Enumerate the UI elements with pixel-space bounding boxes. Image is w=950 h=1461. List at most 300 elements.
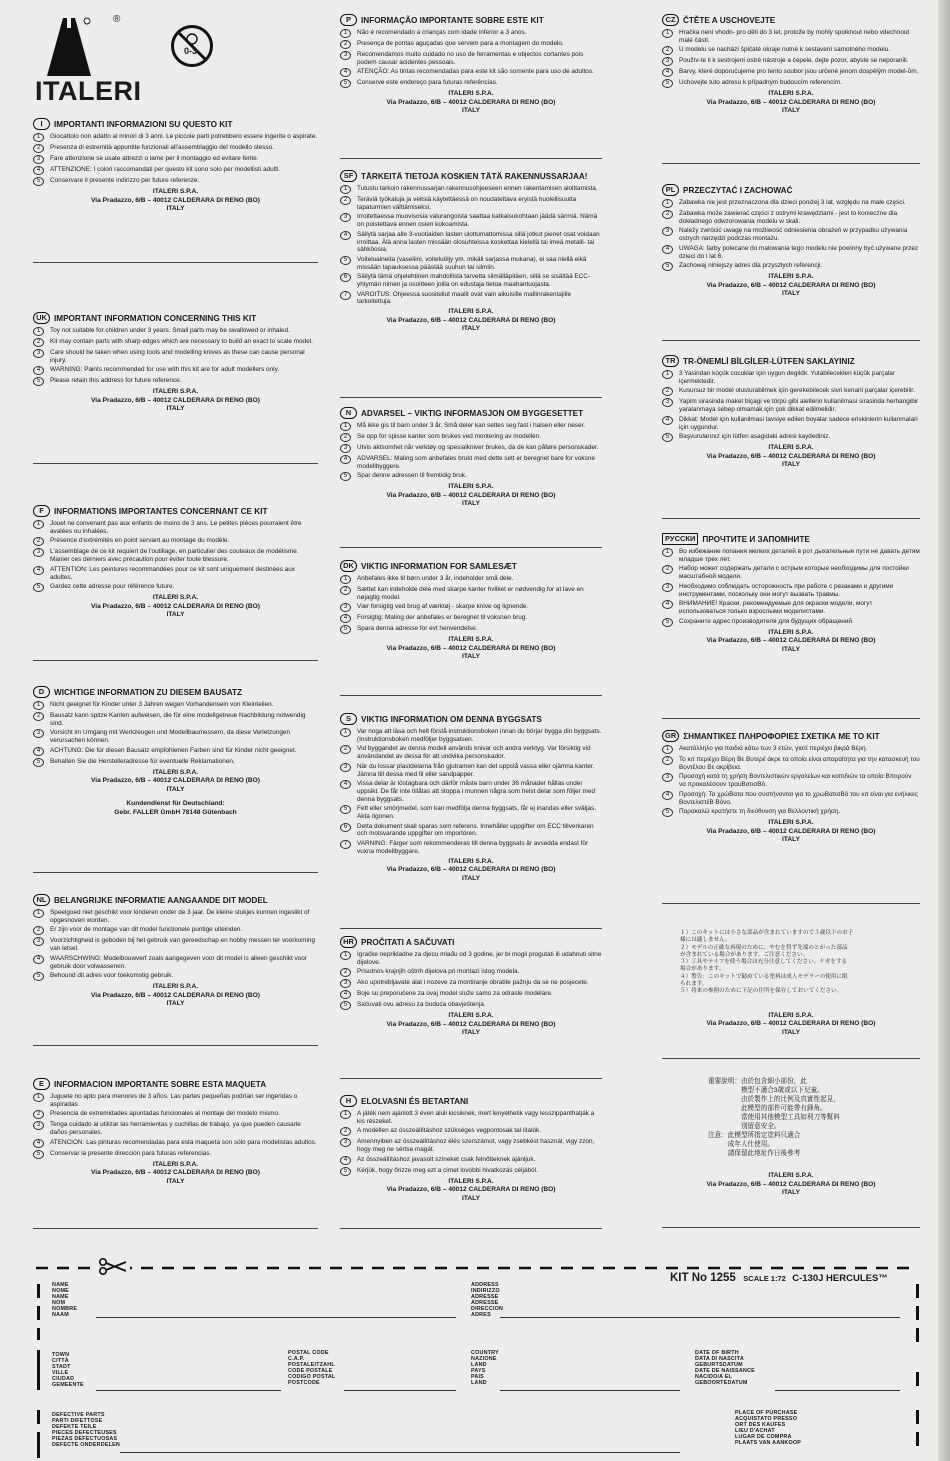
field-label: NAME xyxy=(52,1282,69,1288)
address-line: ITALY xyxy=(782,645,800,653)
field-label: GEBOORTEDATUM xyxy=(695,1380,748,1387)
list-item xyxy=(662,262,920,271)
item-text: Irroitettaessa muovisosia valurangoista saattaa katkaisukohtaan jäädä särmiä. Nämä on poistettava ennen osien kokoamista. xyxy=(357,213,598,229)
list-item xyxy=(340,1156,602,1165)
address-line: Via Pradazzo, 6/B – 40012 CALDERARA DI RENO (BO) xyxy=(91,396,260,404)
address-line: ITALERI S.P.A. xyxy=(152,768,199,776)
item-number: 4 xyxy=(662,600,673,609)
item-number: 2 xyxy=(33,926,44,935)
list-item xyxy=(340,745,602,760)
language-badge: GR xyxy=(662,730,679,742)
list-item xyxy=(33,133,318,142)
text-line: ５）将来の参照のために下記の住所を保存しておいてください。 xyxy=(680,988,843,995)
address-line: ITALERI S.P.A. xyxy=(152,594,199,602)
brand-logo xyxy=(33,14,143,104)
list-item xyxy=(340,1110,602,1125)
item-text: Juguete no apto para menores de 3 años. Las partes pequeñas podrían ser ingeridas o aspiradas. xyxy=(50,1093,298,1108)
company-address xyxy=(33,188,318,214)
coupon-edge-mark xyxy=(37,1432,40,1458)
address-line: Via Pradazzo, 6/B – 40012 CALDERARA DI RENO (BO) xyxy=(706,452,876,460)
info-section-p xyxy=(340,14,602,116)
item-number: 3 xyxy=(33,155,44,164)
field-label: GEBURTSDATUM xyxy=(695,1362,743,1369)
section-header xyxy=(340,560,602,572)
item-number: 1 xyxy=(340,185,351,194)
item-number: 1 xyxy=(33,520,44,529)
info-section-русски xyxy=(662,533,920,654)
item-text: ATTENZIONE: I colori raccomandati per questo kit sono solo per modellisti adulti. xyxy=(50,166,281,173)
list-item xyxy=(340,614,602,623)
company-address xyxy=(340,858,602,884)
list-item xyxy=(340,968,602,977)
list-item xyxy=(340,444,602,453)
list-item xyxy=(33,366,318,375)
language-badge: N xyxy=(340,407,357,419)
list-item xyxy=(33,144,318,153)
item-text: Το κιτ περιέχει Βέρη Βε Βυτερέ άκρε τα οποία είναι απαραίτητα για την κατασκευή του Βοντέλου Βε ακρίβεια. xyxy=(679,756,920,771)
address-line: ITALERI S.P.A. xyxy=(768,273,814,281)
item-text: L'assemblage de ce kit requiert de l'outillage, en particulier des couteaux de modélisme. Manier ces derniers avec précaution pour éviter toute blessure. xyxy=(50,548,299,564)
item-text: Giocattolo non adatto ai minori di 3 anni. Le piccole parti potrebbero essere ingerite o aspirate. xyxy=(50,133,318,140)
list-item xyxy=(662,416,920,431)
address-line: Via Pradazzo, 6/B – 40012 CALDERARA DI RENO (BO) xyxy=(706,827,876,835)
section-title: ADVARSEL – VIKTIG INFORMASJON OM BYGGESETTET xyxy=(361,408,584,418)
item-text: Uchovejte tuto adresu k případným budoucím referencím. xyxy=(679,79,843,87)
language-badge: P xyxy=(340,14,357,26)
address-line: ITALERI S.P.A. xyxy=(448,1012,494,1020)
field-label: INDIRIZZO xyxy=(471,1288,500,1295)
item-number: 1 xyxy=(340,1110,351,1119)
text-line: 別留意安全。 xyxy=(708,1123,781,1130)
list-item xyxy=(662,210,920,225)
field-label: COUNTRY xyxy=(471,1350,499,1356)
address-line: ITALERI S.P.A. xyxy=(448,308,494,316)
item-text: Anbefales ikke til børn under 3 år, indeholder små dele. xyxy=(357,575,514,582)
age-warning-label: 0-3 xyxy=(184,46,198,56)
coupon-edge-mark xyxy=(916,1432,919,1446)
address-line: ITALERI S.P.A. xyxy=(768,628,814,636)
list-item xyxy=(33,712,318,727)
section-divider xyxy=(340,547,602,548)
list-item xyxy=(662,808,920,817)
list-item xyxy=(340,273,602,288)
section-header xyxy=(662,355,920,367)
item-text: Er zijn voor de montage van dit model functionele puntige uiteinden. xyxy=(50,926,243,934)
list-item xyxy=(662,370,920,385)
kit-model: C-130J HERCULES™ xyxy=(792,1273,888,1284)
postal-code-field[interactable] xyxy=(344,1390,456,1391)
section-divider xyxy=(662,518,920,519)
item-number: 3 xyxy=(33,729,44,738)
chinese-notice xyxy=(662,1077,920,1198)
item-text: Vid byggandet av denna modell används knivar och andra verktyg. Var försiktig vid användandet av dessa för att undvika personskador. xyxy=(357,745,591,761)
item-number: 5 xyxy=(662,618,673,627)
company-address xyxy=(340,308,602,334)
list-item xyxy=(33,1110,318,1119)
field-label: NOMBRE xyxy=(52,1306,78,1313)
language-badge: NL xyxy=(33,894,50,906)
item-text: Spara denna adresse for evt henvendelse. xyxy=(357,625,478,633)
item-text: Zabawka może zawierać części z ostrymi krawędziami - jest to konieczne dla dokładnego odwzorowania modelu w skali. xyxy=(679,210,898,225)
text-line: 由於製作上的比例及真實性起見， xyxy=(708,1096,840,1103)
item-number: 2 xyxy=(662,46,673,55)
item-number: 4 xyxy=(662,791,673,800)
language-badge: DK xyxy=(340,560,357,572)
japanese-notice xyxy=(662,930,920,1037)
field-label: PIEZAS DEFECTUOSAS xyxy=(52,1436,118,1443)
list-item xyxy=(340,763,602,778)
item-text: Bausatz kann spitze Kanten aufweisen, die für eine modellgetreue Nachbildung notwendig sind. xyxy=(50,712,306,727)
item-text: Yapim sirasinda maket biçagi ve törpü gibi aletlerin kullanilmasi sirasinda herhangibir yaralanmaya sebep olmamak için çok dikkat edilmelidir. xyxy=(679,398,919,414)
company-address xyxy=(340,483,602,509)
item-list xyxy=(33,701,318,767)
item-number: 5 xyxy=(33,972,44,981)
item-text: Gardez cette adresse pour référence future. xyxy=(50,583,175,591)
list-item xyxy=(340,40,602,49)
list-item xyxy=(662,433,920,442)
item-text: WARNING: Paints recommended for use with this kit are for adult modellers only. xyxy=(50,366,280,374)
field-label: PAYS xyxy=(471,1368,486,1375)
item-text: Zachowaj niniejszy adres dla przyszłych referencji. xyxy=(679,262,823,270)
text-line: 模型不適合3歲或以下兒童。 xyxy=(708,1087,824,1094)
item-text: Care should be taken when using tools and modelling knives as these can cause personal injury. xyxy=(50,349,305,364)
address-line: ITALY xyxy=(166,611,185,619)
section-header xyxy=(33,118,318,130)
company-address xyxy=(33,388,318,414)
item-number: 3 xyxy=(662,227,673,236)
info-section-i xyxy=(33,118,318,214)
item-number: 1 xyxy=(340,422,351,431)
item-text: Sačuvati ovu adresu za buduća obavještenja. xyxy=(357,1001,486,1009)
text-line: られます。 xyxy=(680,981,708,988)
section-header xyxy=(662,533,920,545)
field-label: GEMEENTE xyxy=(52,1382,84,1389)
section-title: WICHTIGE INFORMATION ZU DIESEM BAUSATZ xyxy=(54,687,242,697)
list-item xyxy=(340,603,602,612)
company-address xyxy=(662,273,920,299)
field-label: DATE DE NAISSANCE xyxy=(695,1368,755,1375)
purchase-place-labels xyxy=(735,1410,801,1447)
item-number: 5 xyxy=(662,433,673,442)
item-number: 1 xyxy=(33,1093,44,1102)
item-number: 5 xyxy=(662,79,673,88)
list-item xyxy=(340,805,602,820)
company-address xyxy=(662,444,920,470)
item-text: Forsigtig: Maling der anbefales er beregnet til voksnen brug. xyxy=(357,614,528,622)
address-line: ITALY xyxy=(782,836,800,844)
language-badge: D xyxy=(33,686,50,698)
section-title: ELOLVASNI ÉS BETARTANI xyxy=(361,1096,469,1106)
list-item xyxy=(662,565,920,580)
list-item xyxy=(340,1001,602,1010)
item-number: 1 xyxy=(340,951,351,960)
item-number: 3 xyxy=(662,57,673,66)
section-header xyxy=(340,936,602,948)
item-text: Behound dit adres voor toekomstig gebruik. xyxy=(50,972,174,980)
address-field[interactable] xyxy=(500,1317,900,1318)
language-badge: I xyxy=(33,118,50,130)
item-number: 2 xyxy=(340,40,351,49)
section-title: TR-ÖNEMLİ BİLGİLER-LÜTFEN SAKLAYINIZ xyxy=(683,356,855,366)
item-text: Použív-te li k sestrojení ostré nástroje a čepele, dejte pozor, abyste se neporanili. xyxy=(679,57,909,65)
coupon-edge-mark xyxy=(916,1328,919,1342)
item-text: Ακατάλληλο για παιδιά κάτω των 3 ετών, γιατί περιέχει βικρά Βέρη. xyxy=(679,745,868,752)
item-text: Se opp for spisse kanter som brukes ved montering av modellen. xyxy=(357,433,542,440)
list-item xyxy=(33,177,318,186)
list-item xyxy=(340,291,602,306)
company-address xyxy=(33,983,318,1009)
field-label: POSTAL CODE xyxy=(288,1350,329,1356)
item-list xyxy=(662,29,920,88)
company-address xyxy=(33,594,318,620)
item-text: Jouet ne convenant pas aux enfants de moins de 3 ans. Le petites pièces pourraient être avalées ou inhalées. xyxy=(50,520,302,535)
company-address xyxy=(340,636,602,662)
item-text: Vissa delar är löstagbara och därför måste barn under 36 månader hållas under uppsikt. De får inte tillåtas att stoppa i munnen några som helst delar som följer med denna byggsats. xyxy=(357,780,595,803)
company-address xyxy=(662,1012,920,1038)
section-divider xyxy=(662,1227,920,1228)
language-badge: HR xyxy=(340,936,357,948)
item-number: 4 xyxy=(33,566,44,575)
coupon-edge-mark xyxy=(916,1306,919,1320)
company-address xyxy=(340,90,602,116)
list-item xyxy=(340,422,602,431)
list-item xyxy=(340,51,602,66)
address-line: ITALERI S.P.A. xyxy=(152,1160,199,1168)
info-section-tr xyxy=(662,355,920,470)
item-number: 4 xyxy=(340,68,351,77)
item-list xyxy=(662,745,920,817)
address-line: Via Pradazzo, 6/B – 40012 CALDERARA DI RENO (BO) xyxy=(386,1186,556,1194)
info-section-d xyxy=(33,686,318,817)
list-item xyxy=(33,972,318,981)
section-header xyxy=(662,14,920,26)
list-item xyxy=(662,227,920,242)
list-item xyxy=(662,773,920,788)
section-header xyxy=(340,14,602,26)
text-line: 注意：此模型所指定塗料只適合 xyxy=(708,1132,801,1139)
section-header xyxy=(33,505,318,517)
field-label: PLAATS VAN AANKOOP xyxy=(735,1440,802,1447)
language-badge: РУССКИ xyxy=(662,533,698,545)
address-line: ITALERI S.P.A. xyxy=(152,983,199,991)
field-label: LAND xyxy=(471,1380,487,1387)
item-text: Presencia de extremidades apuntadas funcionales al montaje del modelo mismo. xyxy=(50,1110,280,1118)
address-line: Via Pradazzo, 6/B – 40012 CALDERARA DI RENO (BO) xyxy=(386,316,556,324)
item-text: Var noga att läsa och helt förstå instruktionsboken innan du börjar bygga din byggsats. (Instruktionsboken medföljer byggsatsen. xyxy=(357,728,602,743)
item-text: ATENÇÃO: As tintas recomendadas para este kit são somente para uso de adultos. xyxy=(357,68,594,76)
registration-coupon xyxy=(0,1262,950,1461)
item-number: 1 xyxy=(340,29,351,38)
item-number: 4 xyxy=(33,366,44,375)
company-address xyxy=(340,1178,602,1204)
item-number: 5 xyxy=(33,177,44,186)
list-item xyxy=(662,548,920,563)
item-number: 1 xyxy=(662,370,673,379)
item-text: Во избежание попания мелких деталей в рот дыхательные пути не давать детям младше трех лет. xyxy=(679,548,920,563)
item-list xyxy=(662,548,920,627)
item-number: 3 xyxy=(33,937,44,946)
item-number: 2 xyxy=(33,712,44,721)
list-item xyxy=(33,166,318,175)
item-number: 1 xyxy=(340,575,351,584)
section-title: PRZECZYTAĆ I ZACHOWAĆ xyxy=(683,185,793,195)
field-label: DATE OF BIRTH xyxy=(695,1350,739,1356)
list-item xyxy=(33,583,318,592)
list-item xyxy=(340,586,602,601)
item-text: Tutustu tarkoin rakennussarjan rakennusohjeeseen ennen rakentamisen aloittamista. xyxy=(357,185,598,192)
item-text: Barvy, které doporučujeme pro tento soubor jsou určené jenom dospělým model-ům. xyxy=(679,68,919,76)
address-line: ITALY xyxy=(166,205,185,212)
item-text: Voiteluaineita (vaseliini, voiteluöljy ym. mikäli sarjassa mukana), ei saa niellä eikä missään tapauksessa päästää suuhun tai silmiin. xyxy=(357,255,587,271)
list-item xyxy=(662,68,920,77)
section-title: INFORMATIONS IMPORTANTES CONCERNANT CE KIT xyxy=(54,506,268,516)
section-header xyxy=(33,686,318,698)
field-label: ADRES xyxy=(471,1312,491,1319)
address-line: ITALERI S.P.A. xyxy=(768,1172,814,1179)
list-item xyxy=(662,199,920,208)
birth-date-field[interactable] xyxy=(775,1390,900,1391)
section-header xyxy=(662,730,920,742)
section-divider xyxy=(340,695,602,696)
address-line: ITALERI S.P.A. xyxy=(448,90,494,98)
list-item xyxy=(662,46,920,55)
address-line: Via Pradazzo, 6/B – 40012 CALDERARA DI RENO (BO) xyxy=(386,98,556,106)
item-number: 2 xyxy=(662,210,673,219)
list-item xyxy=(340,951,602,966)
info-section-s xyxy=(340,713,602,883)
text-line: 重要說明：由於包含細小部份，此 xyxy=(708,1078,807,1085)
name-field[interactable] xyxy=(96,1317,456,1318)
list-item xyxy=(33,349,318,364)
list-item xyxy=(33,327,318,336)
list-item xyxy=(33,729,318,744)
list-item xyxy=(340,196,602,211)
item-number: 3 xyxy=(340,213,351,222)
address-line: Via Pradazzo, 6/B – 40012 CALDERARA DI RENO (BO) xyxy=(706,98,876,106)
item-list xyxy=(340,951,602,1010)
item-number: 3 xyxy=(340,1138,351,1147)
company-address xyxy=(662,1172,920,1198)
item-number: 4 xyxy=(33,747,44,756)
item-number: 4 xyxy=(662,68,673,77)
address-line: ITALERI S.P.A. xyxy=(768,819,814,827)
address-line: ITALY xyxy=(462,325,480,333)
item-number: 4 xyxy=(340,231,351,240)
list-item xyxy=(33,955,318,970)
address-line: Kundendienst für Deutschland: xyxy=(126,800,225,808)
section-divider xyxy=(662,718,920,719)
item-number: 5 xyxy=(662,262,673,271)
defective-parts-field[interactable] xyxy=(120,1452,680,1453)
address-line: ITALY xyxy=(166,1000,185,1008)
item-text: Hračka není vhodn- pro děti do 3 let, protože by mohly spolknout nebo vdechnout malé části. xyxy=(679,29,910,44)
item-list xyxy=(340,728,602,856)
item-text: När du lossar plastdelarna från gjutramen kan det uppstå vassa eller ojämna kanter. Jämna till dessa med fil eller sandpapper. xyxy=(357,762,595,778)
field-label: NOM xyxy=(52,1300,66,1307)
text-line: ４）警告：このキットで勧めている塗料は成人モデラーの使用に限 xyxy=(680,973,848,980)
list-item xyxy=(33,338,318,347)
address-line: ITALY xyxy=(166,405,185,413)
town-field[interactable] xyxy=(96,1390,281,1391)
address-line: Via Pradazzo, 6/B – 40012 CALDERARA DI RENO (BO) xyxy=(706,1020,876,1028)
address-line: Gebr. FALLER GmbH 78148 Gütenbach xyxy=(114,808,237,816)
list-item xyxy=(340,79,602,88)
address-line: ITALY xyxy=(462,107,480,115)
list-item xyxy=(33,747,318,756)
item-text: Igračke neprikladne za djecu mlađu od 3 godine, jer bi mogli progutati ili udahnuti sitne dijelove. xyxy=(357,951,602,966)
field-label: ADRESSE xyxy=(471,1294,499,1301)
company-address xyxy=(340,1012,602,1038)
list-item xyxy=(662,387,920,396)
text-line: 成年人仕使用。 xyxy=(708,1141,774,1148)
item-list xyxy=(33,327,318,386)
field-label: NAME xyxy=(52,1294,69,1301)
language-badge: CZ xyxy=(662,14,679,26)
section-header xyxy=(340,170,602,182)
language-badge: H xyxy=(340,1095,357,1107)
section-title: VIKTIG INFORMATION OM DENNA BYGGSATS xyxy=(361,714,542,724)
section-header xyxy=(33,1078,318,1090)
service-address xyxy=(33,800,318,817)
item-number: 1 xyxy=(340,728,351,737)
field-label: NAAM xyxy=(52,1312,69,1319)
section-divider xyxy=(33,872,318,873)
item-number: 5 xyxy=(340,256,351,265)
item-text: Tenga cuidado al utilizar las herramientas y cuchillas de trabajo, ya que pueden causarle daños personales. xyxy=(50,1121,301,1137)
item-number: 3 xyxy=(662,773,673,782)
item-number: 3 xyxy=(662,398,673,407)
list-item xyxy=(33,537,318,546)
list-item xyxy=(662,791,920,806)
address-line: Via Pradazzo, 6/B – 40012 CALDERARA DI RENO (BO) xyxy=(386,644,556,652)
address-line: ITALY xyxy=(782,1028,800,1036)
item-number: 2 xyxy=(33,338,44,347)
field-label: ORT DES KAUFES xyxy=(735,1422,786,1429)
list-item xyxy=(662,57,920,66)
company-address xyxy=(662,90,920,116)
language-badge: E xyxy=(33,1078,50,1090)
field-label: DIRECCION xyxy=(471,1306,504,1313)
address-line: Via Pradazzo, 6/B – 40012 CALDERARA DI RENO (BO) xyxy=(386,1020,556,1028)
field-label: CODIGO POSTAL xyxy=(288,1374,336,1381)
text-line: 此模型的部件可能帶有鋒角。 xyxy=(708,1105,827,1112)
list-item xyxy=(662,79,920,88)
item-number: 4 xyxy=(340,1156,351,1165)
list-item xyxy=(33,377,318,386)
section-title: TÄRKEITÄ TIETOJA KOSKIEN TÄTÄ RAKENNUSSARJAA! xyxy=(361,171,588,181)
item-number: 2 xyxy=(340,1127,351,1136)
item-number: 1 xyxy=(33,327,44,336)
field-label: VILLE xyxy=(52,1370,69,1377)
item-text: Fare attenzione se usate attrezzi o lame per il montaggio ed evitare ferite. xyxy=(50,155,259,162)
info-section-cz xyxy=(662,14,920,116)
item-number: 5 xyxy=(340,79,351,88)
item-number: 5 xyxy=(340,625,351,634)
country-field[interactable] xyxy=(500,1390,680,1391)
address-line: Via Pradazzo, 6/B – 40012 CALDERARA DI RENO (BO) xyxy=(91,1169,260,1177)
list-item xyxy=(340,433,602,442)
item-number: 7 xyxy=(340,840,351,849)
info-section-f xyxy=(33,505,318,620)
item-list xyxy=(662,370,920,442)
field-label: NAZIONE xyxy=(471,1356,497,1363)
country-labels xyxy=(471,1350,499,1387)
item-number: 1 xyxy=(662,29,673,38)
address-line: ITALERI S.P.A. xyxy=(448,857,494,865)
item-text: UWAGA: farby polecane do malowania tego modelu nie powinny być używane przez dzieci do l lat 6. xyxy=(679,244,919,260)
section-header xyxy=(340,407,602,419)
item-text: Kérjük, hogy őrizze meg ezt a címet lovóbbi hivatkozás céljából. xyxy=(357,1166,538,1174)
